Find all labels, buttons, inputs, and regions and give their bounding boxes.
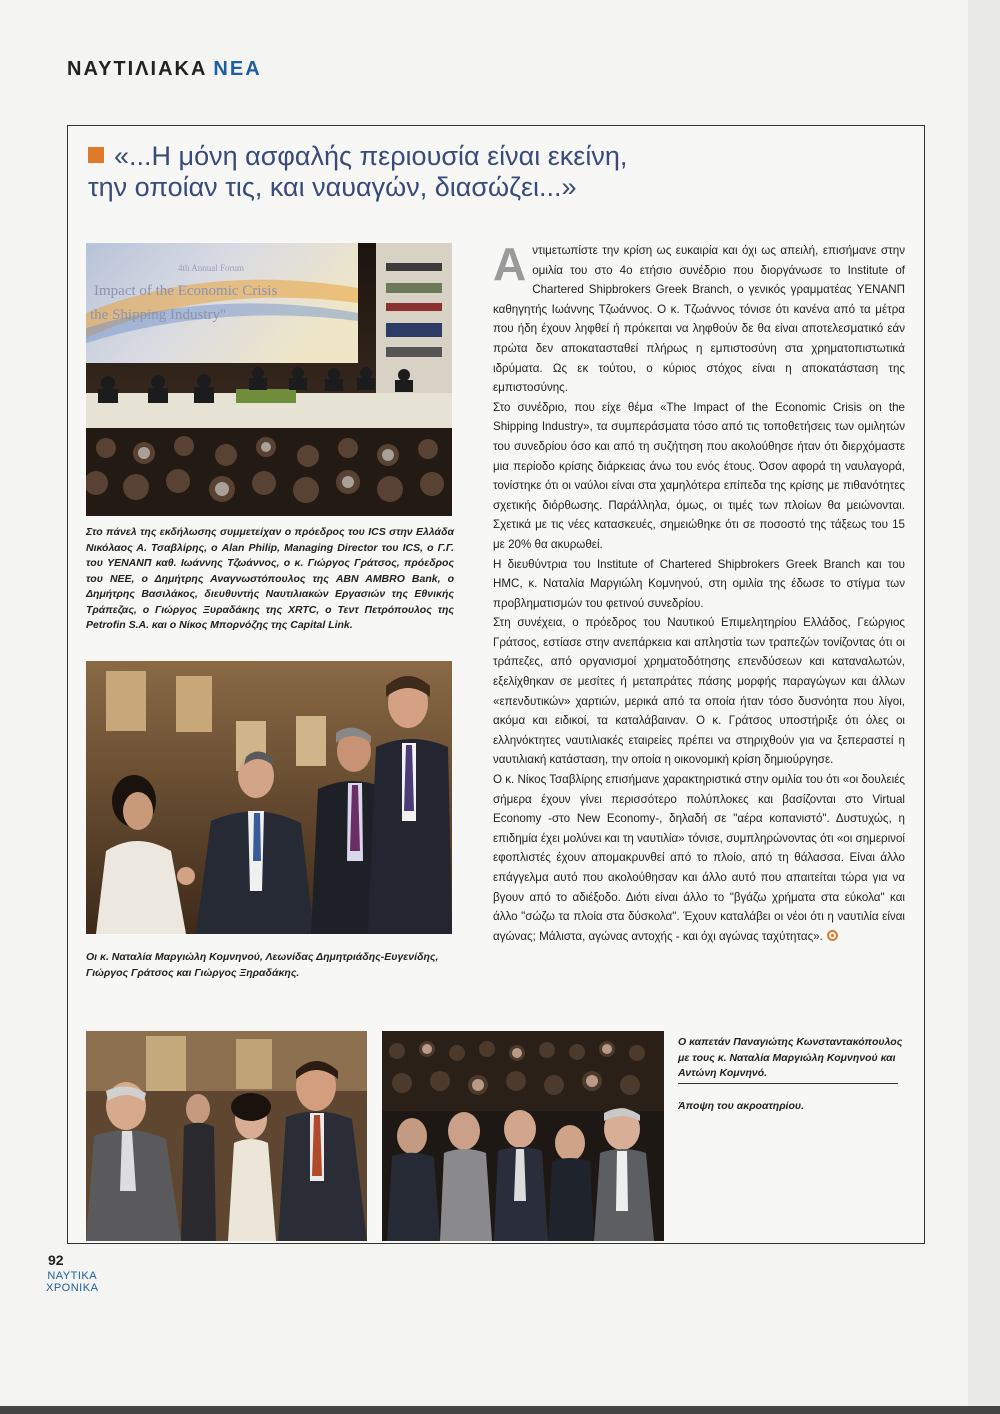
section-header-word2: ΝΕΑ xyxy=(213,58,262,80)
photo-conference-panel xyxy=(86,243,452,516)
article-body xyxy=(493,238,905,946)
publication-name xyxy=(46,1270,98,1294)
article-pull-quote xyxy=(88,141,648,203)
article-paragraph-3: Η διευθύντρια του Institute of Chartered Shipbrokers Greek Branch και του HMC, κ. Ναταλία Μαργιώλη Κομνηνού, στη ομιλία της έδωσε το στίγμα των προβληματισμών του φετινού συνεδρίου. xyxy=(493,557,905,610)
photo-audience xyxy=(382,1031,664,1241)
photo-group xyxy=(86,1031,367,1241)
photo-handshake xyxy=(86,661,452,934)
caption-conference-panel: Στο πάνελ της εκδήλωσης συμμετείχαν ο πρόεδρος του ICS στην Ελλάδα Νικόλαος Α. Τσαβλίρης, ο Alan Philip, Managing Director του ICS, ο Γ.Γ. του ΥΕΝΑΝΠ καθ. Ιωάννης Τζωάννος, ο κ. Γιώργος Γράτσος, πρόεδρος του ΝΕΕ, ο Δημήτρης Αναγνωστόπουλος της ABN AMBRO Bank, ο Δημήτρης Βασιλάκος, διευθυντής Ναυτιλιακών Εργασιών της Εθνικής Τράπεζας, ο Γιώργος Ξυραδάκης της XRTC, ο Τεντ Πετρόπουλος της Petrofin S.A. και ο Νίκος Μπορνόζης της Capital Link. xyxy=(86,526,454,631)
quote-line-1: «...Η μόνη ασφαλής περιουσία είναι εκείνη, xyxy=(114,141,628,171)
caption-audience: Άποψη του ακροατηρίου. xyxy=(678,1100,805,1112)
section-header xyxy=(67,58,262,81)
drop-cap: Α xyxy=(493,238,527,290)
slide-line-1: 4th Annual Forum xyxy=(178,263,245,273)
section-header-word1: ΝΑΥΤΙΛΙΑΚΑ xyxy=(67,58,208,80)
bottom-scan-bar xyxy=(0,1406,1000,1414)
publication-name-line1: ΝΑΥΤΙΚΑ xyxy=(47,1270,98,1282)
slide-line-3: the Shipping Industry" xyxy=(90,307,227,323)
photo-conference-panel-graphic xyxy=(86,243,452,516)
article-paragraph-2: Στο συνέδριο, που είχε θέμα «The Impact of the Economic Crisis on the Shipping Industry», τα συμπεράσματα τόσο από τις τοποθετήσεις των ομιλητών του συνεδρίου όσο και από τη συζήτηση που ακολούθησε ήταν ότι διερχόμαστε μια περίοδο κρίσης διάρκειας άνω του ενός έτους. Όσον αφορά τη ναυλαγορά, τονίστηκε ότι οι ναύλοι είναι στα χαμηλότερα επίπεδα της κρίσης με πιθανότητες σχετικής διόρθωσης. Παράλληλα, όμως, οι τιμές των πλοίων θα μειώνονται. Σχετικά με τις νέες κατασκευές, σημειώθηκε ότι σε ποσοστό της τάξεως του 15 με 20% θα ακυρωθεί. xyxy=(493,400,905,551)
publication-name-line2: ΧΡΟΝΙΚΑ xyxy=(46,1282,99,1294)
end-of-article-icon xyxy=(827,930,838,941)
page-edge-shadow xyxy=(968,0,1000,1414)
caption-handshake: Οι κ. Ναταλία Μαργιώλη Κομνηνού, Λεωνίδας Δημητριάδης-Ευγενίδης, Γιώργος Γράτσος και Γιώργος Ξηραδάκης. xyxy=(86,951,439,979)
paragraph-1-text: ντιμετωπίστε την κρίση ως ευκαιρία και όχι ως απειλή, επισήμανε στην ομιλία του στο 4ο ετήσιο συνέδριο που διοργάνωσε το Institute of Chartered Shipbrokers Greek Branch, ο γενικός γραμματέας ΥΕΝΑΝΠ καθηγητής Ιωάννης Τζωάννος. Ο κ. Τζωάννος τόνισε ότι κανένα από τα μέτρα που ήδη έχουν ληφθεί ή πρόκειται να ληφθούν δε θα είναι αποτελεσματικό εάν πρώτα δεν αποκατασταθεί πλήρως η εμπιστοσύνη στα χρηματοπιστωτικά ιδρύματα. Ως εκ τούτου, ο κύριος στόχος είναι η αποκατάσταση της εμπιστοσύνης. xyxy=(493,244,905,395)
caption-group: Ο καπετάν Παναγιώτης Κωνσταντακόπουλος με τους κ. Ναταλία Μαργιώλη Κομνηνού και Αντώνη Κομνηνό. xyxy=(678,1036,903,1079)
page-number: 92 xyxy=(48,1252,64,1268)
photo-audience-graphic xyxy=(382,1031,664,1241)
quote-line-2: την οποίαν τις, και ναυαγών, διασώζει...» xyxy=(88,172,577,202)
article-paragraph-4: Στη συνέχεια, ο πρόεδρος του Ναυτικού Επιμελητηρίου Ελλάδος, Γεώργιος Γράτσος, εστίασε στην ανεπάρκεια και απληστία των τραπεζών τονίζοντας ότι οι τράπεζες, από οργανισμοί χρηματοδότησης επενδύσεων και καταναλωτών, εξελίχθηκαν σε μεσίτες ή μεταπράτες πάσης μορφής παραγώγων και άλλων «επενδυτικών» χαρτιών, μερικά από τα οποία ήταν τόσο δυσνόητα που λίγοι, ακόμα και ειδικοί, τα καταλάβαιναν. Ο κ. Γράτσος υποστήριξε ότι όλες οι ελληνόκτητες ναυτιλιακές εταιρείες πρέπει να στηριχθούν για να ξεπεραστεί η ναυτιλιακή κατάσταση, την οποία η οικονομική κρίση δημιούργησε. xyxy=(493,616,905,767)
article-paragraph-5 xyxy=(493,770,905,946)
photo-handshake-graphic xyxy=(86,661,452,934)
paragraph-5-text: Ο κ. Νίκος Τσαβλίρης επισήμανε χαρακτηριστικά στην ομιλία του ότι «οι δουλειές σήμερα έχουν γίνει περισσότερο πολύπλοκες και βασίζονται στο Virtual Economy -στο New Economy-, δηλαδή σε "αέρα κοπανιστό". Δυστυχώς, η επιδημία έχει μολύνει και τη ναυτιλία» τόνισε, συμπληρώνοντας ότι «οι σημερινοί εφοπλιστές έχουν απομακρυνθεί από το πλοίο, από τη θάλασσα. Είναι άλλο επάγγελμα αυτό που ακολούθησαν και άλλο αυτό που απαιτείται τώρα για να βγουν από το αδιέξοδο. Διότι είναι άλλο το "βγάζω χρήματα στα εύκολα" και άλλο "σώζω τα πλοία στα δύσκολα". Έχουν καταλάβει οι νέοι ότι η ναυτιλία είναι αγώνας; Μάλιστα, αγώνας αντοχής - και όχι αγώνας ταχύτητας». xyxy=(493,773,905,943)
article-paragraph-1 xyxy=(493,238,905,398)
slide-line-2: Impact of the Economic Crisis xyxy=(94,283,278,299)
photo-group-graphic xyxy=(86,1031,367,1241)
orange-square-bullet-icon xyxy=(88,147,104,163)
caption-divider xyxy=(678,1083,898,1084)
